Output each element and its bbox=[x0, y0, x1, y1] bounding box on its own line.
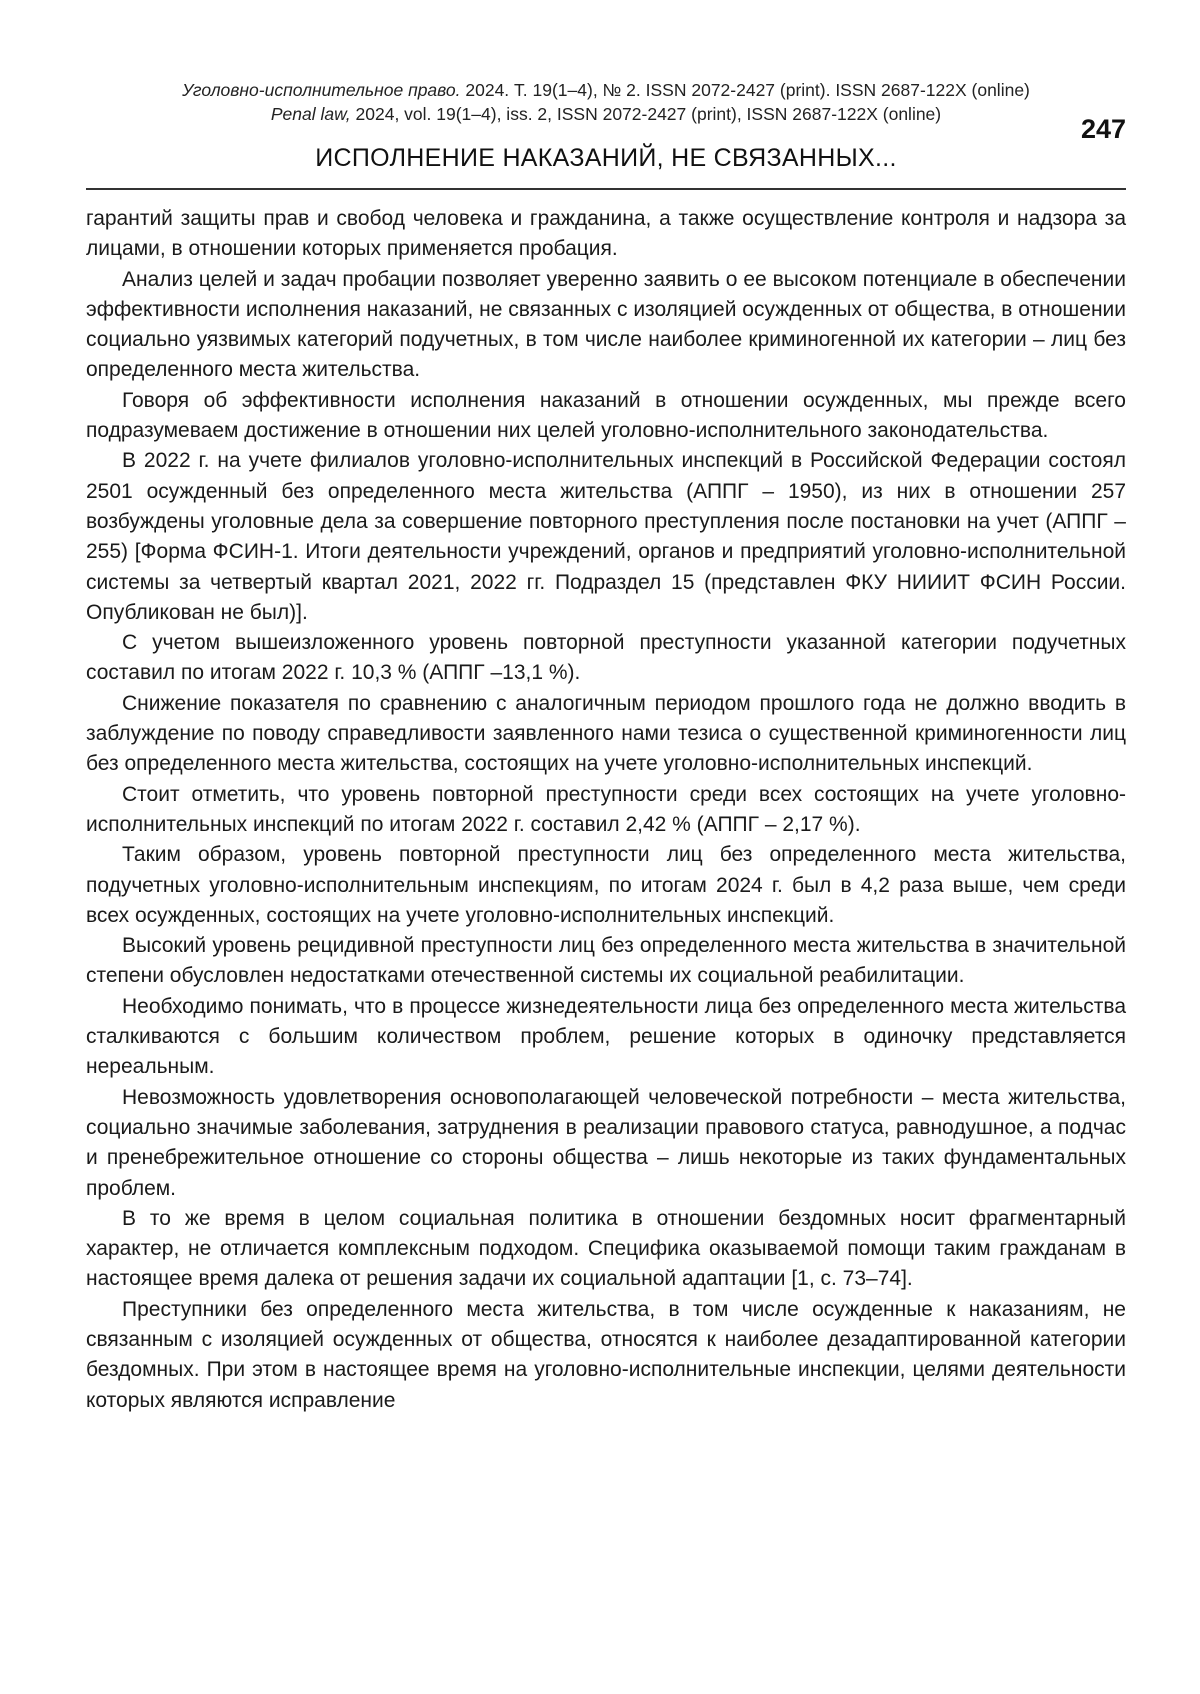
paragraph: Стоит отметить, что уровень повторной преступности среди всех состоящих на учете уголовно-исполнительных инспекций по итогам 2022 г. составил 2,42 % (АППГ – 2,17 %). bbox=[86, 782, 1126, 836]
paragraph: В то же время в целом социальная политика в отношении бездомных носит фрагментарный характер, не отличается комплексным подходом. Специфика оказываемой помощи таким гражданам в настоящее время далека от решения задачи их социальной адаптации [1, с. 73–74]. bbox=[86, 1206, 1126, 1291]
paragraph: Таким образом, уровень повторной преступности лиц без определенного места жительства, подучетных уголовно-исполнительным инспекциям, по итогам 2024 г. был в 4,2 раза выше, чем среди всех осужденных, состоящих на учете уголовно-исполнительных инспекций. bbox=[86, 843, 1126, 927]
page-number: 247 bbox=[1080, 114, 1126, 144]
journal-details-en: 2024, vol. 19(1–4), iss. 2, ISSN 2072-2427 (print), ISSN 2687-122X (online) bbox=[350, 104, 942, 124]
header-divider bbox=[86, 188, 1126, 190]
document-page bbox=[86, 78, 1126, 1416]
paragraph: В 2022 г. на учете филиалов уголовно-исполнительных инспекций в Российской Федерации состоял 2501 осужденный без определенного места жительства (АППГ – 1950), из них в отношении 257 возбуждены уголовные дела за совершение повторного преступления после постановки на учет (АППГ – 255) [Форма ФСИН-1. Итоги деятельности учреждений, органов и предприятий уголовно-исполнительной системы за четвертый квартал 2021, 2022 гг. Подраздел 15 (представлен ФКУ НИИИТ ФСИН России. Опубликован не был)]. bbox=[86, 449, 1126, 624]
body-text bbox=[86, 204, 1126, 1416]
paragraph: Необходимо понимать, что в процессе жизнедеятельности лица без определенного места жительства сталкиваются с большим количеством проблем, решение которых в одиночку представляется нереальным. bbox=[86, 994, 1126, 1079]
paragraph: С учетом вышеизложенного уровень повторной преступности указанной категории подучетных составил по итогам 2022 г. 10,3 % (АППГ –13,1 %). bbox=[86, 631, 1126, 685]
section-title: ИСПОЛНЕНИЕ НАКАЗАНИЙ, НЕ СВЯЗАННЫХ... bbox=[315, 144, 897, 172]
journal-title-ru: Уголовно-исполнительное право. bbox=[182, 80, 461, 100]
paragraph: Невозможность удовлетворения основополагающей человеческой потребности – места жительства, социально значимые заболевания, затруднения в реализации правового статуса, равнодушное, а подчас и пренебрежительное отношение со стороны общества – лишь некоторые из таких фундаментальных проблем. bbox=[86, 1085, 1126, 1200]
paragraph: гарантий защиты прав и свобод человека и гражданина, а также осуществление контроля и надзора за лицами, в отношении которых применяется пробация. bbox=[86, 207, 1126, 261]
paragraph: Анализ целей и задач пробации позволяет уверенно заявить о ее высоком потенциале в обеспечении эффективности исполнения наказаний, не связанных с изоляцией осужденных от общества, в отношении социально уязвимых категорий подучетных, в том числе наиболее криминогенной их категории – лиц без определенного места жительства. bbox=[86, 267, 1126, 382]
paragraph: Снижение показателя по сравнению с аналогичным периодом прошлого года не должно вводить в заблуждение по поводу справедливости заявленного нами тезиса о существенной криминогенности лиц без определенного места жительства, состоящих на учете уголовно-исполнительных инспекций. bbox=[86, 691, 1126, 776]
journal-citation-ru bbox=[86, 78, 1126, 102]
journal-details-ru: 2024. Т. 19(1–4), № 2. ISSN 2072-2427 (print). ISSN 2687-122X (online) bbox=[460, 80, 1030, 100]
running-header bbox=[86, 78, 1126, 174]
paragraph: Говоря об эффективности исполнения наказаний в отношении осужденных, мы прежде всего подразумеваем достижение в отношении них целей уголовно-исполнительного законодательства. bbox=[86, 388, 1126, 443]
journal-citation-en bbox=[86, 102, 1126, 126]
paragraph: Высокий уровень рецидивной преступности лиц без определенного места жительства в значительной степени обусловлен недостатками отечественной системы их социальной реабилитации. bbox=[86, 934, 1126, 988]
paragraph: Преступники без определенного места жительства, в том числе осужденные к наказаниям, не связанным с изоляцией осужденных от общества, относятся к наиболее дезадаптированной категории бездомных. При этом в настоящее время на уголовно-исполнительные инспекции, целями деятельности которых являются исправление bbox=[86, 1297, 1126, 1412]
journal-title-en: Penal law, bbox=[270, 104, 351, 124]
